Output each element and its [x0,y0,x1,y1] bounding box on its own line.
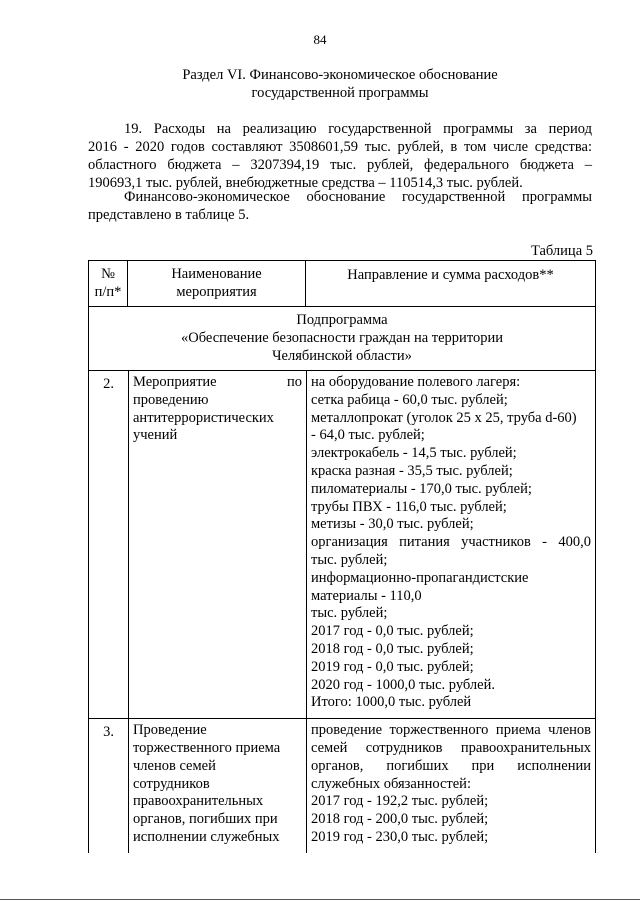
expense-line: пиломатериалы - 170,0 тыс. рублей; [311,480,532,497]
page-bottom-edge [0,899,640,900]
expense-line: 2018 год - 0,0 тыс. рублей; [311,640,474,657]
row-number: 3. [89,719,129,853]
paragraph-line: 190693,1 тыс. рублей, внебюджетные средства – 110514,3 тыс. рублей. [88,175,523,191]
expense-line: 2017 год - 0,0 тыс. рублей; [311,623,474,640]
paragraph-line: областного бюджета – 3207394,19 тыс. рублей, федерального бюджета – [88,157,592,173]
expense-line: трубы ПВХ - 116,0 тыс. рублей; [311,498,507,515]
expense-line: служебных обязанностей: [311,775,471,792]
expense-line: 2019 год - 0,0 тыс. рублей; [311,658,474,675]
expense-line: электрокабель - 14,5 тыс. рублей; [311,445,517,462]
expense-line: организация питания участников - 400,0 [311,534,591,551]
subprogram-title [89,307,595,370]
page-number: 84 [313,32,327,47]
name-line: членов семей [133,757,216,774]
expense-line: 2018 год - 200,0 тыс. рублей; [311,811,489,828]
expense-line: - 64,0 тыс. рублей; [311,427,425,444]
expense-line: сетка рабица - 60,0 тыс. рублей; [311,391,508,408]
table-label: Таблица 5 [530,243,593,259]
row-expenses [307,371,595,718]
table-row [89,371,595,719]
expense-line: информационно-пропагандистские [311,569,529,586]
expense-line: 2019 год - 230,0 тыс. рублей; [311,828,489,845]
name-line: проведению [133,391,209,408]
expense-line: Итого: 1000,0 тыс. рублей [311,694,472,711]
row-expenses [307,719,595,853]
header-name [128,261,306,306]
section-title-line: государственной программы [251,85,429,101]
subprogram-line: Челябинской области» [272,348,412,364]
name-line: торжественного приема [133,739,281,756]
name-line: органов, погибших при [133,811,278,828]
name-line: Мероприятие по [133,374,302,390]
subprogram-line: Подпрограмма [296,312,388,328]
section-title-line: Раздел VI. Финансово-экономическое обоснование [182,67,498,83]
name-line: Проведение [133,722,207,739]
header-text: мероприятия [176,284,257,300]
expense-line: органов, погибших при исполнении [311,757,591,774]
subprogram-line: «Обеспечение безопасности граждан на территории [180,330,503,346]
expense-line: тыс. рублей; [311,605,388,622]
expense-line: тыс. рублей; [311,551,388,568]
expense-line: материалы - 110,0 [311,587,422,604]
paragraph-justification [88,188,592,224]
name-line: учений [133,427,178,444]
row-name [129,371,307,718]
paragraph-expenses [88,120,592,192]
table-row [89,719,595,853]
expense-line: проведение торжественного приема членов [311,722,591,739]
expense-line: 2020 год - 1000,0 тыс. рублей. [311,676,495,693]
expense-line: семей сотрудников правоохранительных [311,739,591,756]
expense-line: 2017 год - 192,2 тыс. рублей; [311,793,489,810]
table-header-row [89,261,595,307]
name-line: исполнении служебных [133,828,280,845]
row-number: 2. [89,371,129,718]
expense-line: на оборудование полевого лагеря: [311,374,521,390]
expense-line: металлопрокат (уголок 25 х 25, труба d-60) [311,409,577,426]
expense-line: краска разная - 35,5 тыс. рублей; [311,462,513,479]
name-line: сотрудников [133,775,210,792]
name-line: правоохранительных [133,793,264,810]
section-title [90,66,590,102]
expense-table [88,260,596,853]
paragraph-line: представлено в таблице 5. [88,207,250,223]
subprogram-row [89,307,595,371]
name-line: антитеррористических [133,409,274,426]
header-expenses [306,261,595,306]
paragraph-line: 19. Расходы на реализацию государственной программы за период [124,121,592,137]
header-text: Наименование [171,266,262,282]
header-text: Направление и сумма расходов** [347,267,554,283]
expense-line: метизы - 30,0 тыс. рублей; [311,516,474,533]
header-text: № [101,266,115,282]
paragraph-line: 2016 - 2020 годов составляют 3508601,59 тыс. рублей, в том числе средства: [88,139,592,155]
header-text: п/п* [94,284,122,300]
header-number [89,261,128,306]
paragraph-line: Финансово-экономическое обоснование государственной программы [124,189,592,205]
row-name [129,719,307,853]
